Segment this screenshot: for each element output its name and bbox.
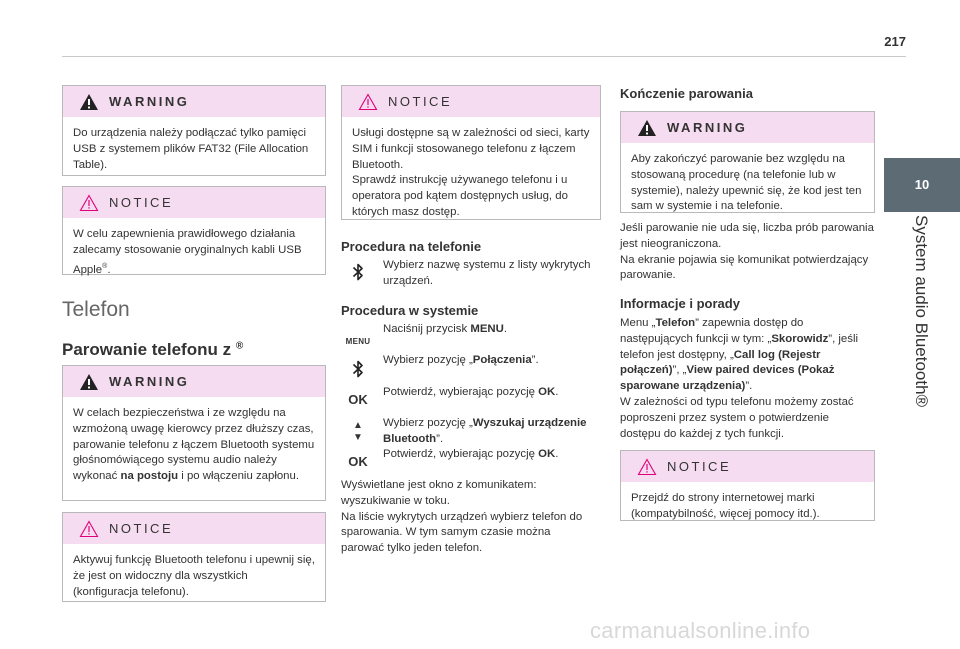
step-text: ”. <box>436 432 444 445</box>
warning-title: WARNING <box>109 374 190 389</box>
warning-title: WARNING <box>109 94 190 109</box>
step-text: Wybierz pozycję „ <box>383 354 473 366</box>
info-text: ” zapewnia dostęp do następujących funkcji w tym: „ <box>620 317 804 345</box>
notice-icon <box>637 458 657 476</box>
notice-text: Aktywuj funkcję Bluetooth telefonu i upewnij się, że jest on widoczny dla wszystkich (konfiguracja telefonu). <box>73 554 315 598</box>
page-number: 217 <box>884 34 906 49</box>
warning-title: WARNING <box>667 120 748 135</box>
phone-step-text: Wybierz nazwę systemu z listy wykrytych urządzeń. <box>383 259 591 287</box>
notice-icon <box>79 520 99 538</box>
info-paragraph <box>620 316 868 442</box>
end-pairing-heading: Kończenie parowania <box>620 86 753 101</box>
chapter-number: 10 <box>914 177 930 192</box>
info-text: Menu „ <box>620 317 656 329</box>
warning-text-bold: na postoju <box>120 470 179 483</box>
warning-text-part: i po włączeniu zapłonu. <box>178 470 300 483</box>
step-text: Potwierdź, wybierając pozycję <box>383 448 539 460</box>
step-text: ”. <box>531 354 539 366</box>
arrow-up-icon: ▲ <box>353 420 363 431</box>
step-bold: Wyszukaj urządzenie Bluetooth <box>383 417 587 445</box>
notice-text <box>63 218 325 286</box>
warning-text: Do urządzenia należy podłączać tylko pamięci USB z systemem plików FAT32 (File Allocation Table). <box>73 127 309 171</box>
system-procedure-heading: Procedura w systemie <box>341 303 479 318</box>
phone-procedure-heading: Procedura na telefonie <box>341 239 482 254</box>
bluetooth-icon <box>341 359 375 384</box>
warning-header <box>63 86 325 117</box>
info-text: ”, „ <box>672 364 687 377</box>
system-step-2 <box>383 353 601 369</box>
notice-icon <box>79 194 99 212</box>
section-title: Telefon <box>62 298 130 321</box>
notice-icon <box>358 93 378 111</box>
info-heading: Informacje i porady <box>620 296 740 311</box>
search-paragraph: Wyświetlane jest okno z komunikatem: wyszukiwanie w toku. Na liście wykrytych urządzeń wybierz telefon do sparowania. W tym samym czasie można parować tylko jeden telefon. <box>341 479 583 555</box>
info-text: ”. W zależności od typu telefonu możemy zostać poproszeni przez system o potwierdzenie dostępu do każdej z tych funkcji. <box>620 380 854 440</box>
notice-text-main: W celu zapewnienia prawidłowego działania zalecamy stosowanie oryginalnych kabli USB Apple <box>73 228 302 276</box>
warning-box-code <box>620 111 875 213</box>
pairing-heading-registered: ® <box>235 340 244 352</box>
notice-title: NOTICE <box>667 459 732 474</box>
notice-text: Usługi dostępne są w zależności od sieci, karty SIM i funkcji stosowanego telefonu z łączem Bluetooth. Sprawdź instrukcję używanego telefonu i u operatora pod kątem dostępnych usług, do których masz dostęp. <box>352 127 590 218</box>
notice-text-end: . <box>107 263 111 276</box>
info-bold: Skorowidz <box>771 332 829 345</box>
ok-button-icon: OK <box>348 454 368 469</box>
notice-box-bluetooth-visible <box>62 512 326 602</box>
info-bold: Telefon <box>655 317 696 329</box>
registered-mark: ® <box>102 262 108 270</box>
warning-header <box>63 366 325 397</box>
header-divider <box>62 56 906 57</box>
chapter-tab <box>884 158 960 212</box>
step-bold: OK <box>538 386 556 398</box>
notice-header <box>63 513 325 544</box>
warning-icon <box>79 373 99 391</box>
step-text: . <box>555 386 559 398</box>
step-text: . <box>555 448 559 460</box>
up-down-arrows-icon <box>341 420 375 444</box>
step-bold: MENU <box>470 323 504 335</box>
step-bold: Połączenia <box>472 354 532 366</box>
notice-header <box>63 187 325 218</box>
ok-button-icon: OK <box>348 392 368 407</box>
step-text: Naciśnij przycisk <box>383 323 471 335</box>
warning-icon <box>79 93 99 111</box>
arrow-down-icon: ▼ <box>353 432 363 443</box>
system-step-3 <box>383 385 601 401</box>
notice-header <box>621 451 874 482</box>
step-text: Wybierz pozycję „ <box>383 417 473 429</box>
pairing-fail-paragraph: Jeśli parowanie nie uda się, liczba prób parowania jest nieograniczona. Na ekranie pojawia się komunikat potwierdzający parowanie. <box>620 222 874 282</box>
notice-box-services <box>341 85 601 220</box>
system-step-5 <box>383 447 601 463</box>
warning-box-safety <box>62 365 326 501</box>
warning-text <box>63 397 325 493</box>
info-bold: Call log (Rejestr połączeń) <box>620 348 821 377</box>
watermark: carmanualsonline.info <box>590 618 811 643</box>
warning-icon <box>637 119 657 137</box>
notice-title: NOTICE <box>388 94 453 109</box>
chapter-title: System audio Bluetooth® <box>912 215 931 408</box>
step-bold: OK <box>538 448 556 460</box>
notice-box-website <box>620 450 875 521</box>
warning-text-part: W celach bezpieczeństwa i ze względu na wzmożoną uwagę kierowcy przez dłuższy czas, parowanie telefonu z łączem Bluetooth systemu głośnomówiącego systemu audio należy wykonać <box>73 407 315 483</box>
notice-title: NOTICE <box>109 195 174 210</box>
notice-text: Przejdź do strony internetowej marki (kompatybilność, więcej pomocy itd.). <box>631 492 820 520</box>
notice-header <box>342 86 600 117</box>
notice-box-usb-cable <box>62 186 326 275</box>
system-step-4 <box>383 416 601 448</box>
warning-box-usb <box>62 85 326 176</box>
info-text: ”, jeśli telefon jest dostępny, „ <box>620 332 859 361</box>
bluetooth-icon <box>341 262 375 287</box>
step-text: . <box>503 323 508 335</box>
notice-title: NOTICE <box>109 521 174 536</box>
warning-header <box>621 112 874 143</box>
pairing-heading-text: Parowanie telefonu z <box>62 340 236 359</box>
menu-button-icon: MENU <box>345 337 371 346</box>
warning-text: Aby zakończyć parowanie bez względu na stosowaną procedurę (na telefonie lub w systemie), należy upewnić się, że kod jest ten sam w systemie i na telefonie. <box>631 153 862 213</box>
step-text: Potwierdź, wybierając pozycję <box>383 386 539 398</box>
system-step-1 <box>383 322 601 338</box>
info-bold: View paired devices (Pokaż sparowane urządzenia) <box>620 364 835 393</box>
pairing-heading <box>62 340 243 360</box>
